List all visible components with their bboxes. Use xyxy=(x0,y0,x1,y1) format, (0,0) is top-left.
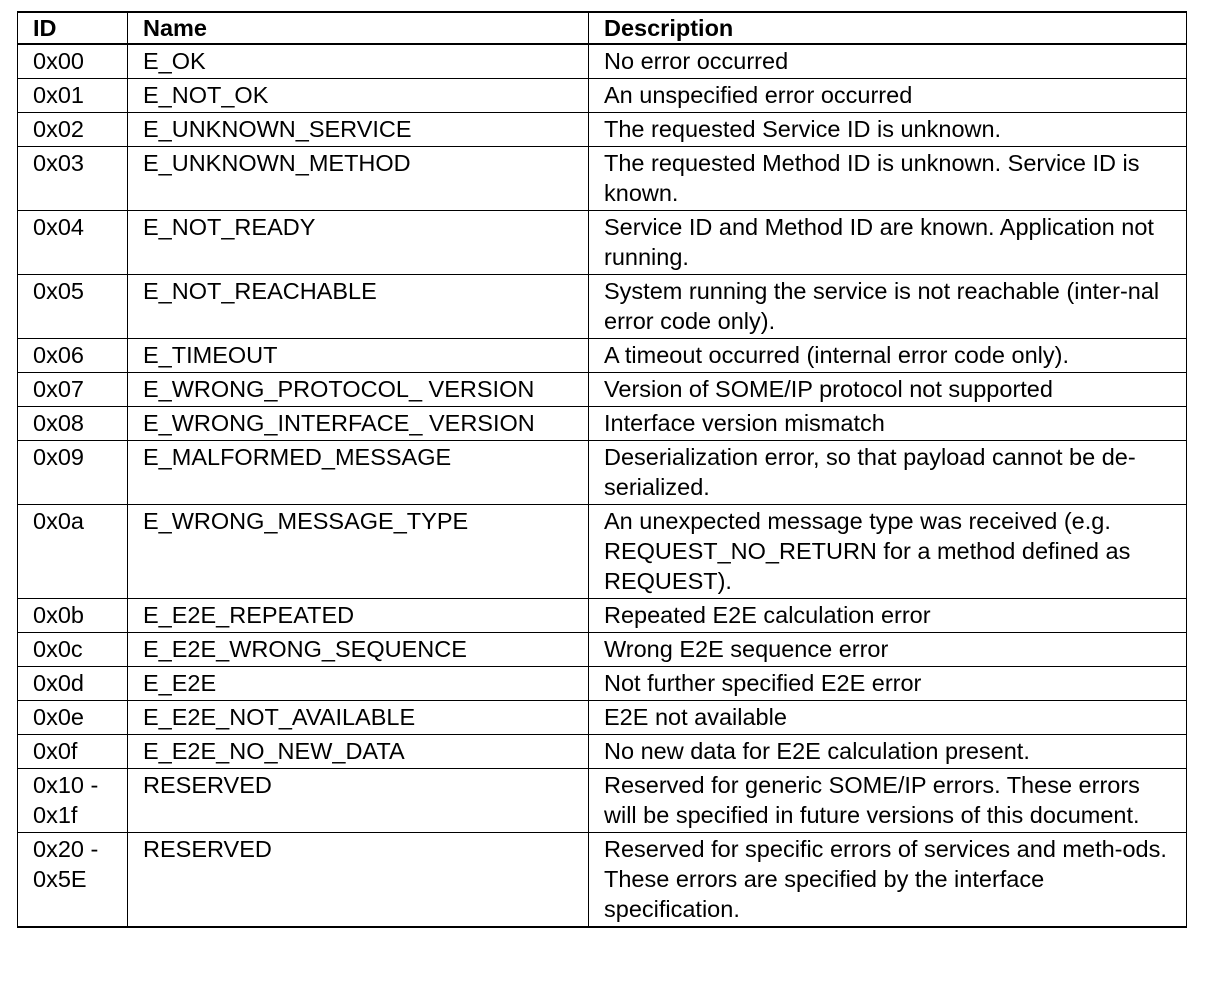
error-name-cell: E_UNKNOWN_SERVICE xyxy=(128,113,589,147)
error-description-cell: Reserved for generic SOME/IP errors. These errors will be specified in future versions of this document. xyxy=(589,769,1187,833)
error-id-cell: 0x0a xyxy=(18,505,128,599)
table-row xyxy=(18,407,1187,441)
error-id-cell: 0x08 xyxy=(18,407,128,441)
error-name-cell: RESERVED xyxy=(128,833,589,928)
table-body xyxy=(18,44,1187,927)
table-row xyxy=(18,113,1187,147)
table-row xyxy=(18,79,1187,113)
error-description-cell: Reserved for specific errors of services and meth-ods. These errors are specified by the interface specification. xyxy=(589,833,1187,928)
error-name-cell: E_TIMEOUT xyxy=(128,339,589,373)
error-id-cell: 0x03 xyxy=(18,147,128,211)
table-row xyxy=(18,339,1187,373)
table-header xyxy=(18,12,1187,44)
error-name-cell: E_NOT_OK xyxy=(128,79,589,113)
error-id-cell: 0x20 - 0x5E xyxy=(18,833,128,928)
error-description-cell: Wrong E2E sequence error xyxy=(589,633,1187,667)
error-id-cell: 0x0d xyxy=(18,667,128,701)
error-description-cell: The requested Service ID is unknown. xyxy=(589,113,1187,147)
table-row xyxy=(18,633,1187,667)
table-row xyxy=(18,735,1187,769)
table-row xyxy=(18,44,1187,79)
error-description-cell: Repeated E2E calculation error xyxy=(589,599,1187,633)
error-description-cell: E2E not available xyxy=(589,701,1187,735)
error-code-table-container xyxy=(17,11,1186,928)
header-row xyxy=(18,12,1187,44)
error-description-cell: Version of SOME/IP protocol not supported xyxy=(589,373,1187,407)
error-id-cell: 0x02 xyxy=(18,113,128,147)
table-row xyxy=(18,441,1187,505)
table-row xyxy=(18,667,1187,701)
error-id-cell: 0x01 xyxy=(18,79,128,113)
column-header-name: Name xyxy=(128,12,589,44)
error-id-cell: 0x09 xyxy=(18,441,128,505)
error-description-cell: An unexpected message type was received (e.g. REQUEST_NO_RETURN for a method defined as REQUEST). xyxy=(589,505,1187,599)
table-row xyxy=(18,373,1187,407)
table-row xyxy=(18,147,1187,211)
error-name-cell: E_MALFORMED_MESSAGE xyxy=(128,441,589,505)
error-description-cell: No new data for E2E calculation present. xyxy=(589,735,1187,769)
error-id-cell: 0x10 - 0x1f xyxy=(18,769,128,833)
table-row xyxy=(18,505,1187,599)
error-description-cell: A timeout occurred (internal error code only). xyxy=(589,339,1187,373)
error-id-cell: 0x06 xyxy=(18,339,128,373)
error-name-cell: E_NOT_REACHABLE xyxy=(128,275,589,339)
table-row xyxy=(18,599,1187,633)
error-name-cell: E_UNKNOWN_METHOD xyxy=(128,147,589,211)
error-id-cell: 0x0b xyxy=(18,599,128,633)
table-row xyxy=(18,211,1187,275)
error-description-cell: Not further specified E2E error xyxy=(589,667,1187,701)
error-description-cell: System running the service is not reachable (inter-nal error code only). xyxy=(589,275,1187,339)
table-row xyxy=(18,275,1187,339)
error-name-cell: E_E2E xyxy=(128,667,589,701)
error-name-cell: E_OK xyxy=(128,44,589,79)
table-row xyxy=(18,833,1187,928)
error-name-cell: E_E2E_NO_NEW_DATA xyxy=(128,735,589,769)
error-description-cell: Deserialization error, so that payload cannot be de-serialized. xyxy=(589,441,1187,505)
error-id-cell: 0x04 xyxy=(18,211,128,275)
column-header-id: ID xyxy=(18,12,128,44)
error-description-cell: An unspecified error occurred xyxy=(589,79,1187,113)
error-id-cell: 0x0e xyxy=(18,701,128,735)
error-description-cell: No error occurred xyxy=(589,44,1187,79)
table-row xyxy=(18,701,1187,735)
error-id-cell: 0x07 xyxy=(18,373,128,407)
error-description-cell: The requested Method ID is unknown. Service ID is known. xyxy=(589,147,1187,211)
error-name-cell: E_E2E_WRONG_SEQUENCE xyxy=(128,633,589,667)
error-name-cell: RESERVED xyxy=(128,769,589,833)
error-id-cell: 0x0f xyxy=(18,735,128,769)
error-description-cell: Interface version mismatch xyxy=(589,407,1187,441)
error-id-cell: 0x05 xyxy=(18,275,128,339)
error-id-cell: 0x00 xyxy=(18,44,128,79)
error-name-cell: E_E2E_REPEATED xyxy=(128,599,589,633)
error-name-cell: E_WRONG_MESSAGE_TYPE xyxy=(128,505,589,599)
error-name-cell: E_WRONG_INTERFACE_ VERSION xyxy=(128,407,589,441)
table-row xyxy=(18,769,1187,833)
error-name-cell: E_WRONG_PROTOCOL_ VERSION xyxy=(128,373,589,407)
error-code-table xyxy=(17,11,1187,928)
error-description-cell: Service ID and Method ID are known. Application not running. xyxy=(589,211,1187,275)
column-header-description: Description xyxy=(589,12,1187,44)
error-name-cell: E_E2E_NOT_AVAILABLE xyxy=(128,701,589,735)
error-name-cell: E_NOT_READY xyxy=(128,211,589,275)
error-id-cell: 0x0c xyxy=(18,633,128,667)
